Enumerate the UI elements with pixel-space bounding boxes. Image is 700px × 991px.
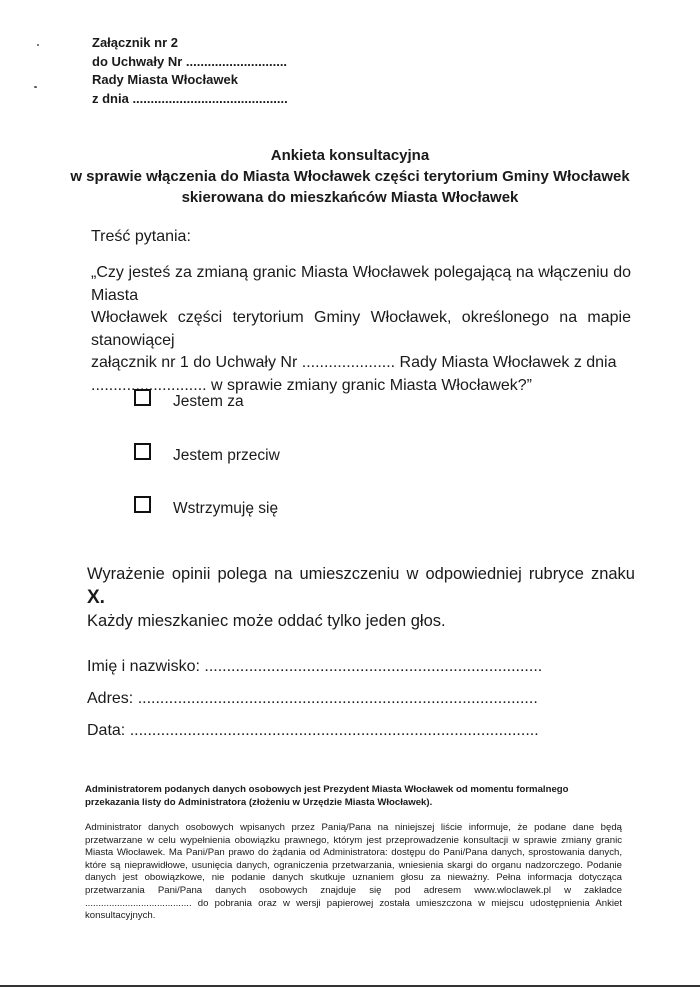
checkbox-against[interactable] xyxy=(134,443,151,460)
question-line-3: załącznik nr 1 do Uchwały Nr ..................... Rady Miasta Włocławek z dnia xyxy=(91,354,617,371)
page-edge-line xyxy=(0,985,700,987)
instructions-text: Wyrażenie opinii polega na umieszczeniu w odpowiedniej rubryce znaku xyxy=(87,565,635,583)
option-for-label: Jestem za xyxy=(173,393,244,410)
scan-speck xyxy=(37,44,39,46)
address-field[interactable]: Adres: .......................................................................................... xyxy=(87,690,538,707)
scan-speck xyxy=(34,86,37,88)
title-line-3: skierowana do mieszkańców Miasta Włocławek xyxy=(181,189,519,206)
option-against-label: Jestem przeciw xyxy=(173,447,280,464)
instructions-line-2: Każdy mieszkaniec może oddać tylko jeden głos. xyxy=(87,612,446,630)
survey-title xyxy=(0,145,700,208)
x-mark: X. xyxy=(87,587,105,608)
annex-resolution-number: do Uchwały Nr ............................ xyxy=(92,53,288,69)
name-field[interactable]: Imię i nazwisko: ............................................................................ xyxy=(87,658,543,675)
question-line-2: Włocławek części terytorium Gminy Włocławek, określonego na mapie stanowiącej xyxy=(91,309,631,349)
controller-line-2: przekazania listy do Administratora (złożeniu w Urzędzie Miasta Włocławek). xyxy=(85,797,433,808)
option-abstain-label: Wstrzymuję się xyxy=(173,500,279,517)
question-line-1: „Czy jesteś za zmianą granic Miasta Włocławek polegającą na włączeniu do Miasta xyxy=(91,264,631,304)
annex-date: z dnia ........................................... xyxy=(92,90,288,106)
data-controller-notice xyxy=(85,783,635,809)
question-text xyxy=(91,262,631,397)
annex-number: Załącznik nr 2 xyxy=(92,35,178,50)
gdpr-information: Administrator danych osobowych wpisanych przez Panią/Pana na niniejszej liście informuje, że podane dane będą przetwarzane w celu wypełnienia obowiązku prawnego, którym jest przeprowadzenie konsultacji w sprawie zmiany granic Miasta Włocławek. Ma Pani/Pan prawo do żądania od Administratora: dostępu do Pani/Pana danych, sprostowania danych, które są nieprawidłowe, usunięcia danych, ograniczenia przetwarzania, wniesienia skargi do organu nadzorczego. Podanie danych jest obowiązkowe, nie podanie danych skutkuje uznaniem głosu za nieważny. Pełna informacja dotycząca przetwarzania Pani/Pana danych osobowych znajduje się pod adresem www.wloclawek.pl w zakładce ........................................ do pobrania oraz w wersji papierowej została umieszczona w miejscu udostępnienia Ankiet konsultacyjnych. xyxy=(85,822,622,922)
title-line-2: w sprawie włączenia do Miasta Włocławek części terytorium Gminy Włocławek xyxy=(70,168,630,185)
checkbox-for[interactable] xyxy=(134,389,151,406)
annex-header xyxy=(92,34,288,108)
instructions-line-1 xyxy=(87,563,635,610)
controller-line-1: Administratorem podanych danych osobowych jest Prezydent Miasta Włocławek od momentu formalnego xyxy=(85,784,569,795)
voting-instructions xyxy=(87,563,635,633)
question-label: Treść pytania: xyxy=(91,228,191,245)
annex-council: Rady Miasta Włocławek xyxy=(92,72,238,87)
checkbox-abstain[interactable] xyxy=(134,496,151,513)
question-line-4: .......................... w sprawie zmiany granic Miasta Włocławek?” xyxy=(91,376,533,394)
date-field[interactable]: Data: ............................................................................................ xyxy=(87,722,539,739)
title-line-1: Ankieta konsultacyjna xyxy=(270,147,430,164)
